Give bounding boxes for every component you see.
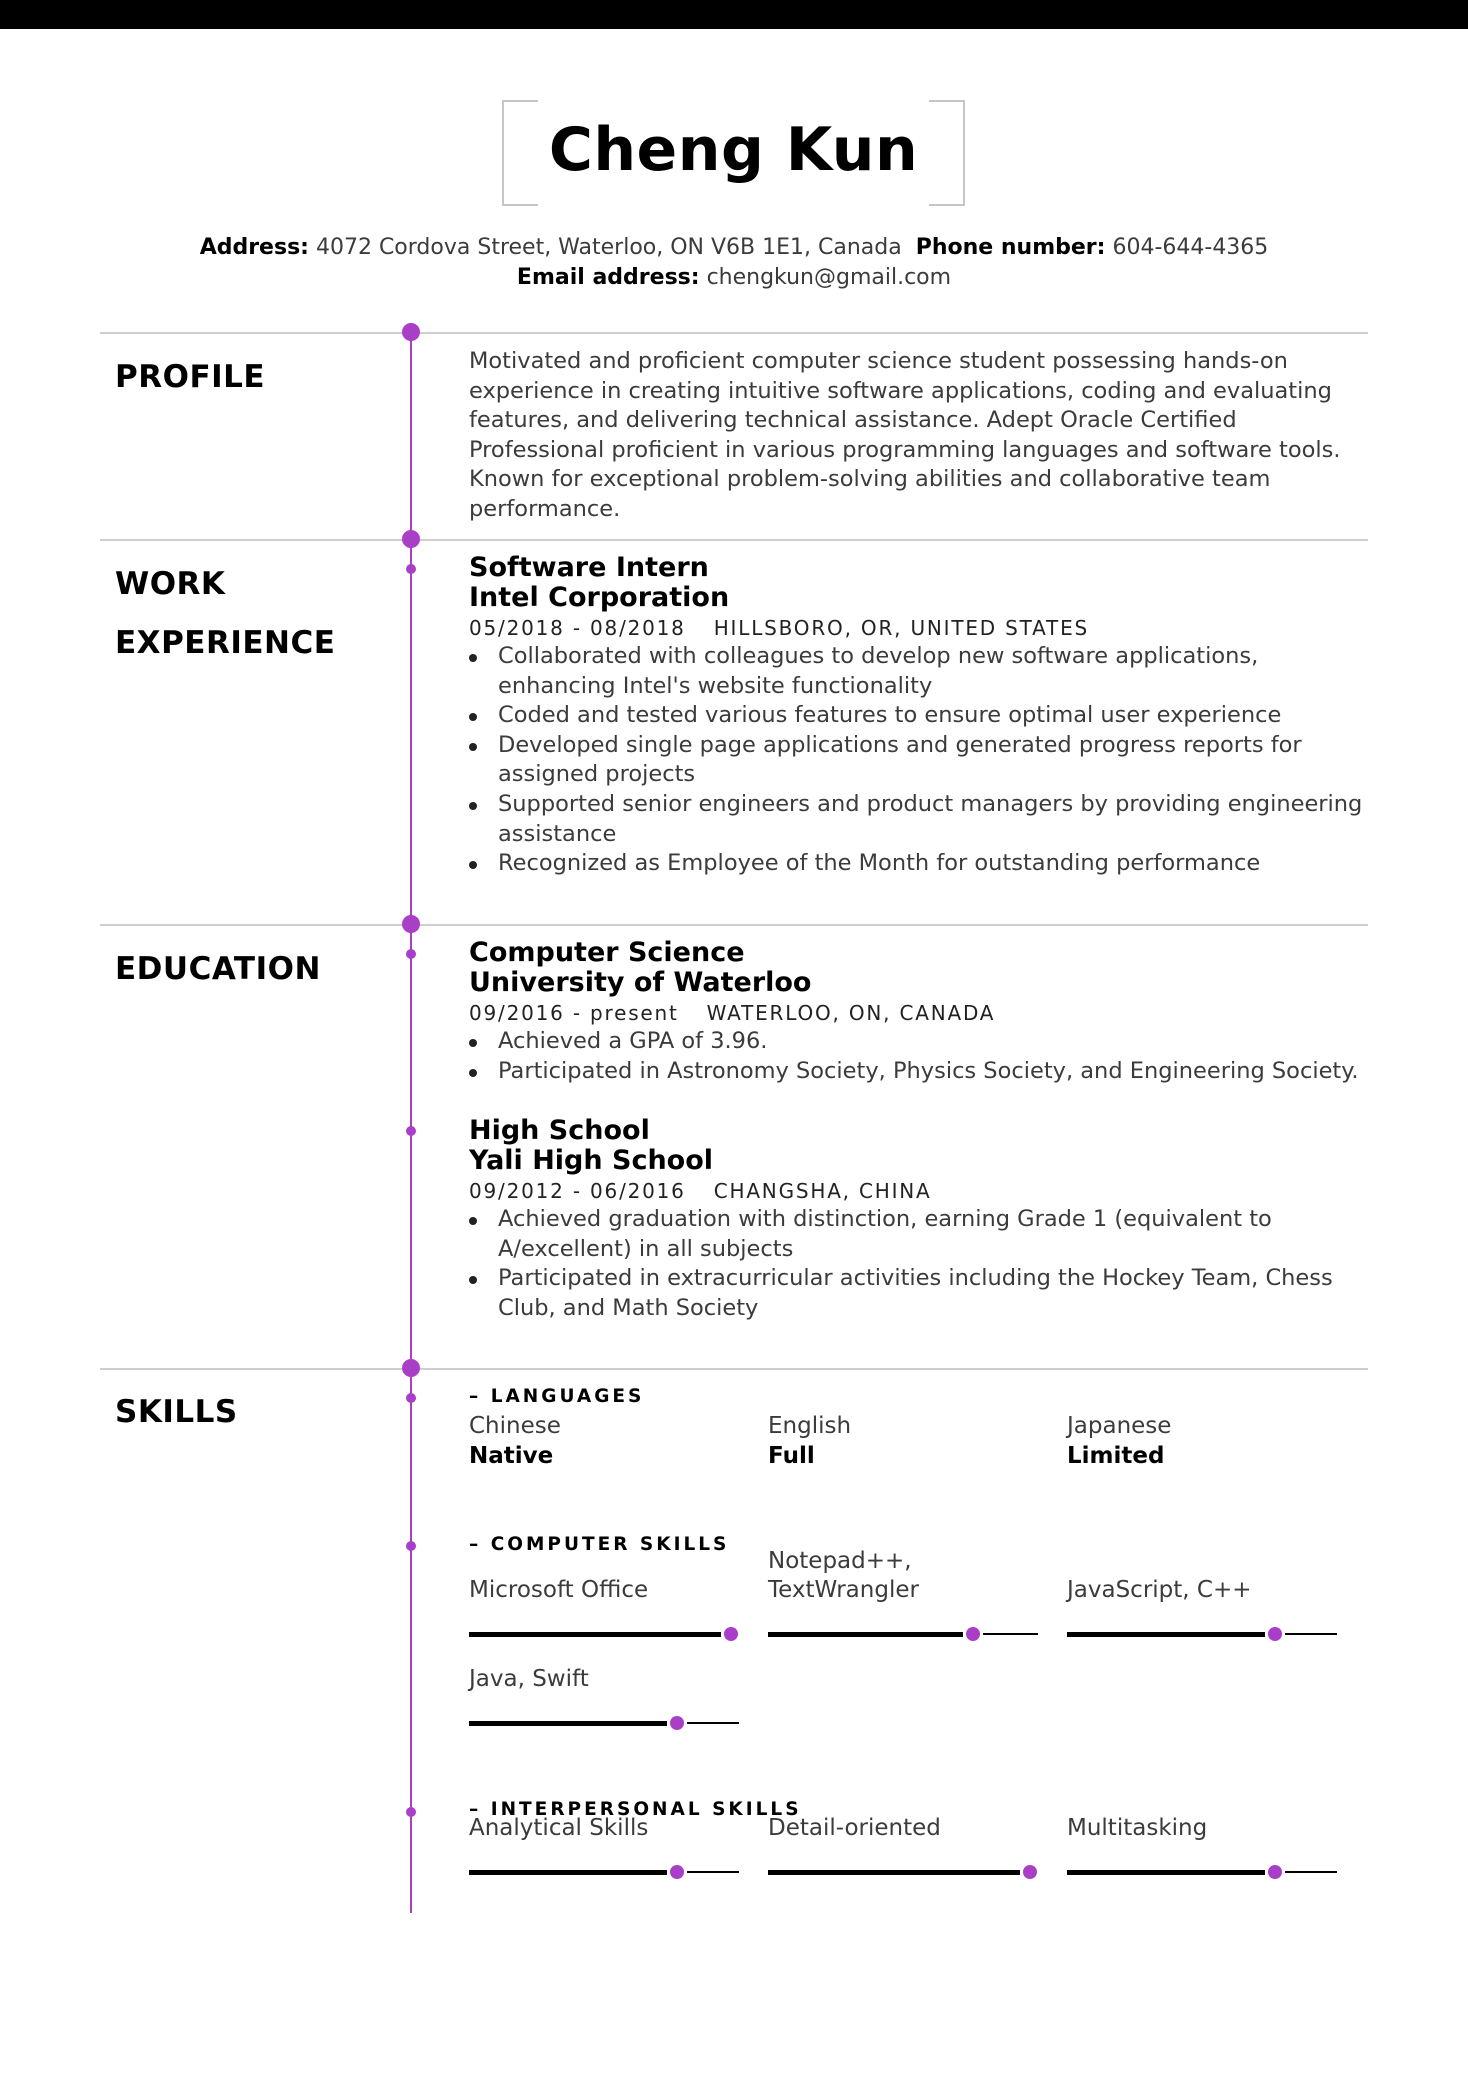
job-title: Software Intern [469,552,709,583]
section-title-education: EDUCATION [115,951,321,987]
skill-meter-knob [670,1716,684,1730]
language-name: English [768,1413,852,1439]
skill-meter [768,1862,1038,1882]
list-item: Participated in Astronomy Society, Physics Society, and Engineering Society. [469,1057,1369,1087]
timeline-dot-work [402,530,420,548]
list-item: Developed single page applications and generated progress reports for assigned projects [469,731,1369,790]
section-title-work-line1: WORK [115,566,226,602]
skill-name: Analytical Skills [469,1815,649,1842]
language-level: Limited [1067,1443,1165,1469]
skill-meter-rest [1285,1871,1337,1873]
edu-bullets [469,1027,1369,1086]
skill-name: Microsoft Office [469,1577,649,1604]
divider-education [100,924,1368,926]
edu-dates: 09/2012 - 06/2016 [469,1179,686,1203]
skill-meter-fill [1067,1632,1265,1637]
list-item: Participated in extracurricular activities including the Hockey Team, Chess Club, and Math Society [469,1264,1369,1323]
contact-line-2 [0,265,1468,290]
edu-bullets [469,1205,1369,1323]
language-item [768,1411,1048,1471]
skill-meter-rest [687,1871,739,1873]
language-level: Full [768,1443,815,1469]
name-box [502,100,965,206]
work-section [469,553,1369,879]
degree-title: Computer Science [469,937,745,968]
section-title-skills: SKILLS [115,1394,238,1430]
list-item: Achieved a GPA of 3.96. [469,1027,1369,1057]
phone-label: Phone number: [915,235,1106,260]
skill-meter [768,1624,1038,1644]
skill-meter-fill [1067,1870,1265,1875]
timeline-dot-edu-2 [406,1126,416,1136]
skill-meter-fill [469,1721,667,1726]
language-item [469,1411,749,1471]
job-bullets [469,642,1369,879]
skill-meter [1067,1862,1337,1882]
timeline-dot-interpersonal [406,1807,416,1817]
degree-title: High School [469,1115,650,1146]
skill-item [469,1762,739,1882]
section-title-work [115,555,335,673]
skill-meter-rest [983,1633,1038,1635]
section-title-work-line2: EXPERIENCE [115,625,336,661]
timeline-dot-languages [406,1393,416,1403]
job-company: Intel Corporation [469,582,730,613]
timeline-dot-computer-skills [406,1541,416,1551]
skill-name: Multitasking [1067,1815,1208,1842]
divider-skills [100,1368,1368,1370]
skill-item [768,1762,1038,1882]
contact-line-1 [0,235,1468,260]
skill-meter-fill [768,1632,963,1637]
language-item [1067,1411,1347,1471]
language-name: Japanese [1067,1413,1172,1439]
interpersonal-skills-heading: – INTERPERSONAL SKILLS [469,1799,802,1820]
skill-meter-knob [670,1865,684,1879]
email-value[interactable]: chengkun@gmail.com [706,265,952,290]
languages-heading: – LANGUAGES [469,1386,645,1407]
skill-meter-knob [1268,1627,1282,1641]
skill-meter [469,1713,739,1733]
skill-name: Detail-oriented [768,1815,941,1842]
phone-value: 604-644-4365 [1112,235,1269,260]
job-dates: 05/2018 - 08/2018 [469,616,686,640]
edu-location: WATERLOO, ON, CANADA [706,1001,996,1025]
skill-meter-fill [469,1870,667,1875]
address-value: 4072 Cordova Street, Waterloo, ON V6B 1E1, Canada [315,235,902,260]
skill-meter [469,1862,739,1882]
timeline-dot-skills [402,1359,420,1377]
edu-dates: 09/2016 - present [469,1001,679,1025]
skill-meter-rest [687,1722,739,1724]
skill-name: Java, Swift [469,1666,589,1693]
school-name: Yali High School [469,1145,714,1176]
divider-work [100,539,1368,541]
language-level: Native [469,1443,554,1469]
list-item: Coded and tested various features to ensure optimal user experience [469,701,1369,731]
skill-item [1067,1524,1337,1644]
skill-meter-knob [1023,1865,1037,1879]
edu-location: CHANGSHA, CHINA [713,1179,932,1203]
computer-skills-heading: – COMPUTER SKILLS [469,1534,730,1555]
education-entry-1 [469,938,1369,1086]
job-dates-location [469,614,1369,642]
skill-name: JavaScript, C++ [1067,1577,1252,1604]
email-label: Email address: [516,265,700,290]
job-location: HILLSBORO, OR, UNITED STATES [713,616,1090,640]
edu-dates-location [469,999,1369,1027]
skill-item [768,1524,1038,1644]
timeline-dot-job-1 [406,564,416,574]
skill-meter-rest [1285,1633,1337,1635]
list-item: Collaborated with colleagues to develop new software applications, enhancing Intel's website functionality [469,642,1369,701]
timeline-dot-profile [402,323,420,341]
list-item: Supported senior engineers and product managers by providing engineering assistance [469,790,1369,849]
top-bar [0,0,1468,29]
section-title-profile: PROFILE [115,359,266,395]
address-label: Address: [199,235,309,260]
candidate-name: Cheng Kun [548,115,919,185]
profile-text: Motivated and proficient computer science student possessing hands-on experience in creating intuitive software applications, coding and evaluating features, and delivering technical assistance. Adept Oracle Certified Professional proficient in various programming languages and software tools. Known for exceptional problem-solving abilities and collaborative team performance. [469,348,1341,522]
skill-name: Notepad++, TextWrangler [768,1547,919,1604]
timeline-dot-edu-1 [406,949,416,959]
skill-meter-knob [1268,1865,1282,1879]
timeline-dot-education [402,915,420,933]
skill-meter [1067,1624,1337,1644]
school-name: University of Waterloo [469,967,812,998]
language-name: Chinese [469,1413,561,1439]
education-entry-2 [469,1116,1369,1323]
skill-meter-fill [768,1870,1020,1875]
skill-item [1067,1762,1337,1882]
skill-item [469,1613,739,1733]
edu-dates-location [469,1177,1369,1205]
list-item: Recognized as Employee of the Month for outstanding performance [469,849,1369,879]
list-item: Achieved graduation with distinction, earning Grade 1 (equivalent to A/excellent) in all subjects [469,1205,1369,1264]
profile-section [469,347,1369,525]
divider-profile [100,332,1368,334]
skill-meter-knob [966,1627,980,1641]
